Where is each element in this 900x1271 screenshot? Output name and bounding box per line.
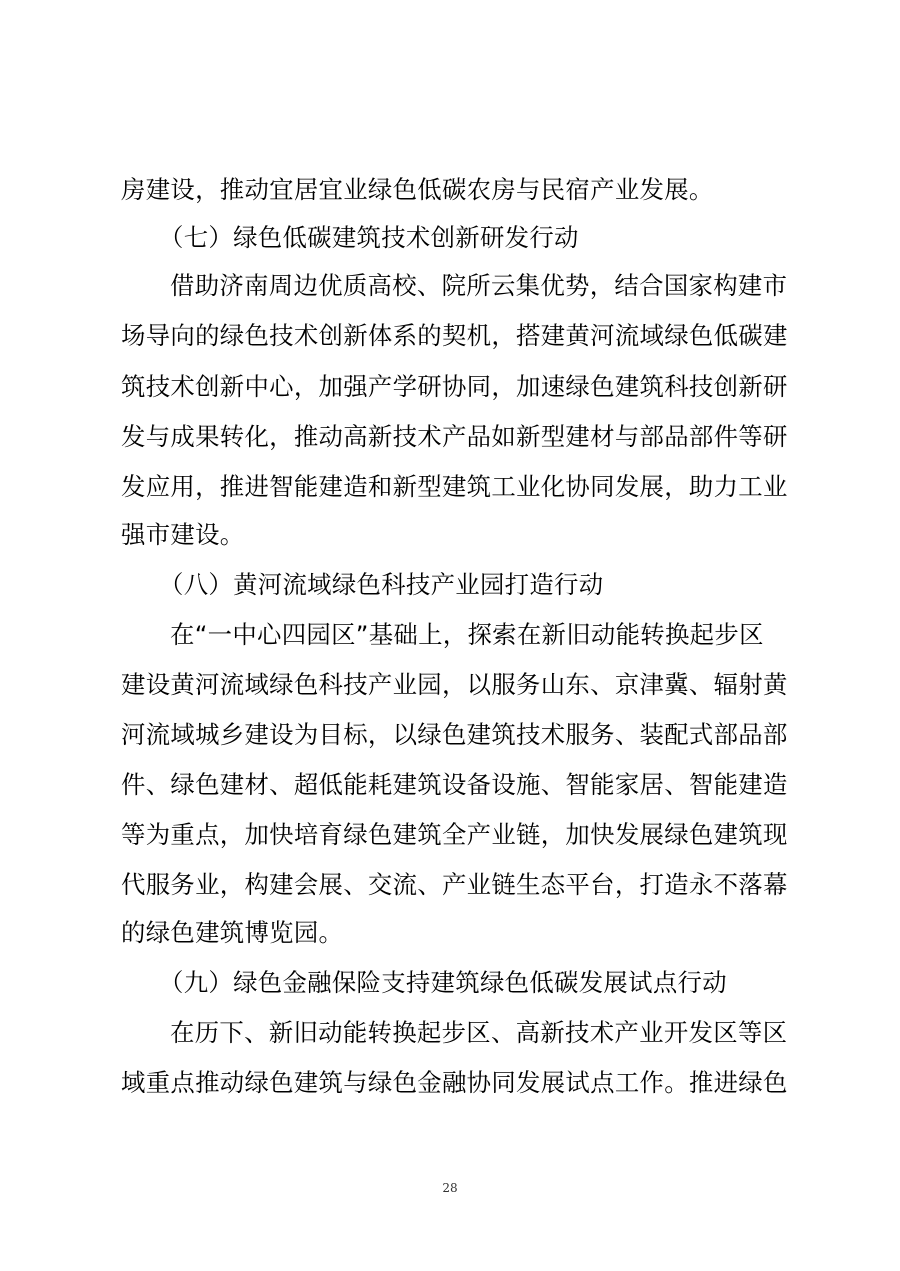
paragraph-line: 借助济南周边优质高校、院所云集优势，结合国家构建市 <box>170 271 788 300</box>
paragraph-line: 的绿色建筑博览园。 <box>121 918 344 947</box>
paragraph-line: 场导向的绿色技术创新体系的契机，搭建黄河流域绿色低碳建 <box>121 321 788 350</box>
section-heading-9: （九）绿色金融保险支持建筑绿色低碳发展试点行动 <box>159 968 727 997</box>
section-heading-7: （七）绿色低碳建筑技术创新研发行动 <box>159 223 579 252</box>
paragraph-line: 强市建设。 <box>121 520 245 549</box>
paragraph-line: 发与成果转化，推动高新技术产品如新型建材与部品部件等研 <box>121 422 788 451</box>
paragraph-line: 在“一中心四园区”基础上，探索在新旧动能转换起步区 <box>170 620 764 649</box>
paragraph-line: 河流域城乡建设为目标，以绿色建筑技术服务、装配式部品部 <box>121 720 788 749</box>
section-heading-8: （八）黄河流域绿色科技产业园打造行动 <box>159 570 604 599</box>
paragraph-continuation-line: 房建设，推动宜居宜业绿色低碳农房与民宿产业发展。 <box>121 175 714 204</box>
paragraph-line: 筑技术创新中心，加强产学研协同，加速绿色建筑科技创新研 <box>121 372 788 401</box>
paragraph-line: 代服务业，构建会展、交流、产业链生态平台，打造永不落幕 <box>121 870 788 899</box>
paragraph-line: 在历下、新旧动能转换起步区、高新技术产业开发区等区 <box>170 1018 788 1047</box>
paragraph-line: 域重点推动绿色建筑与绿色金融协同发展试点工作。推进绿色 <box>121 1068 788 1097</box>
page-number: 28 <box>442 1181 458 1195</box>
paragraph-line: 件、绿色建材、超低能耗建筑设备设施、智能家居、智能建造 <box>121 770 788 799</box>
paragraph-line: 建设黄河流域绿色科技产业园，以服务山东、京津冀、辐射黄 <box>121 670 788 699</box>
paragraph-line: 等为重点，加快培育绿色建筑全产业链，加快发展绿色建筑现 <box>121 820 788 849</box>
paragraph-line: 发应用，推进智能建造和新型建筑工业化协同发展，助力工业 <box>121 472 788 501</box>
